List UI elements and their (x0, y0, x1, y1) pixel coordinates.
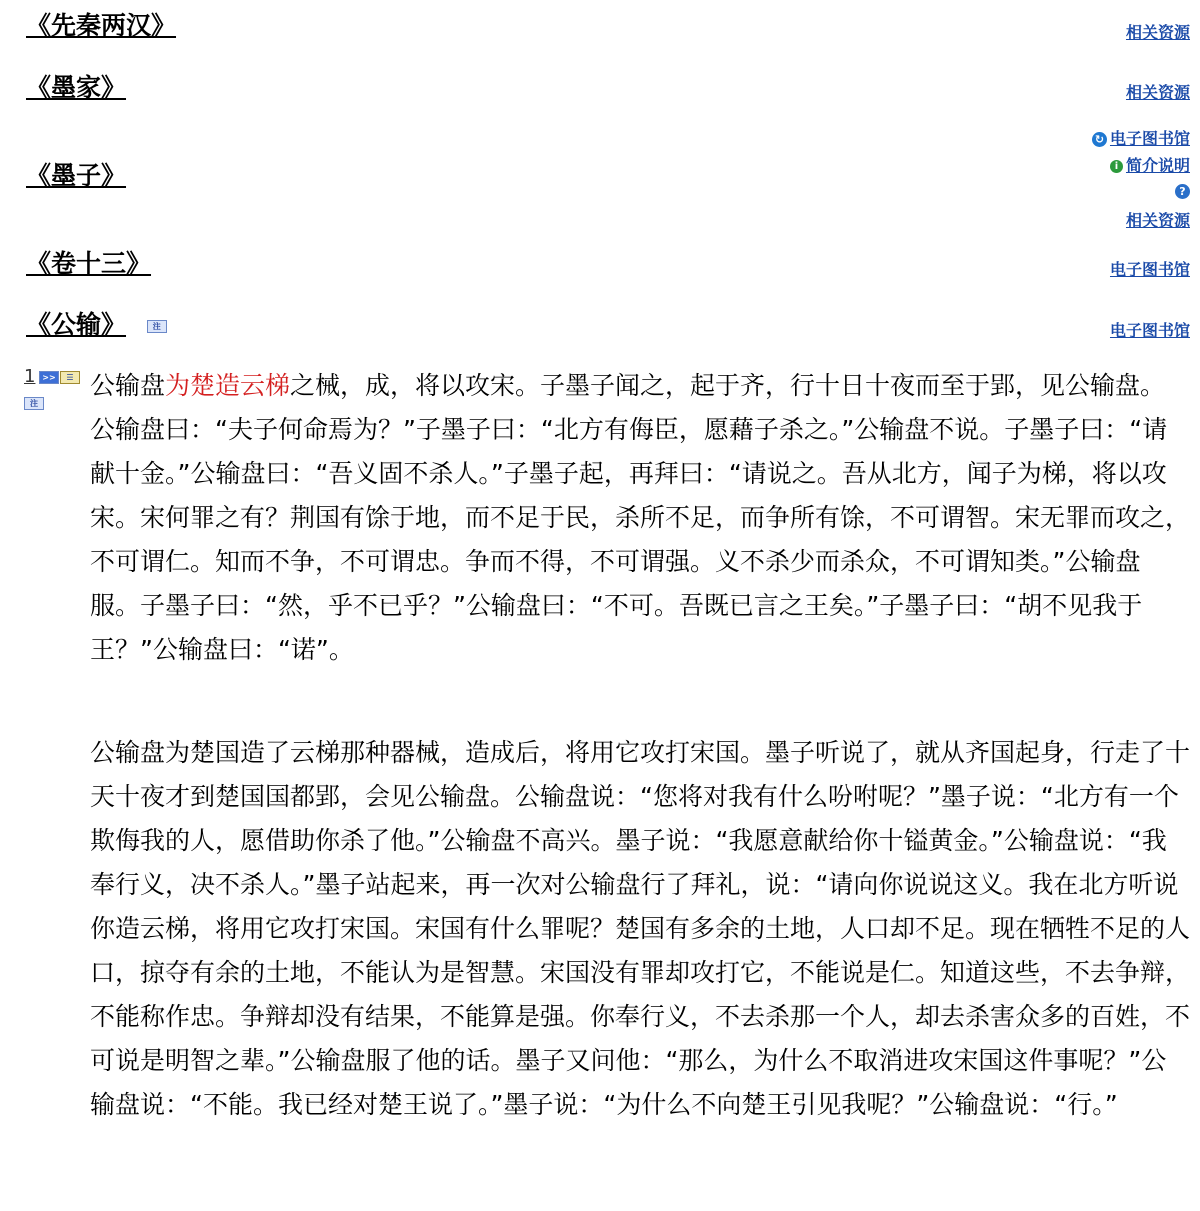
breadcrumb-link[interactable]: 《墨子》 (26, 161, 127, 190)
ebook-icon: ↻ (1092, 132, 1107, 147)
related-resources-link[interactable]: 相关资源 (1125, 83, 1190, 102)
help-icon[interactable]: ? (1175, 184, 1190, 199)
original-text-start: 公输盘 (90, 371, 166, 400)
breadcrumb-xianqin[interactable] (26, 6, 176, 42)
passage-number[interactable]: 1 (24, 366, 36, 387)
breadcrumb-link[interactable]: 《先秦两汉》 (26, 11, 177, 40)
related-resources-link[interactable]: 相关资源 (1125, 23, 1190, 42)
note-icon[interactable]: 注 (147, 320, 167, 333)
intro-row[interactable] (1110, 153, 1190, 176)
intro-link[interactable]: 简介说明 (1125, 156, 1190, 175)
breadcrumb-link[interactable]: 《卷十三》 (26, 249, 152, 278)
original-text-rest: 之械，成，将以攻宋。子墨子闻之，起于齐，行十日十夜而至于郢，见公输盘。公输盘曰：“夫子何命焉为？”子墨子曰：“北方有侮臣，愿藉子杀之。”公输盘不说。子墨子曰：“请献十金。”公输盘曰：“吾义固不杀人。”子墨子起，再拜曰：“请说之。吾从北方，闻子为梯，将以攻宋。宋何罪之有？荆国有馀于地，而不足于民，杀所不足，而争所有馀，不可谓智。宋无罪而攻之，不可谓仁。知而不争，不可谓忠。争而不得，不可谓强。义不杀少而杀众，不可谓知类。”公输盘服。子墨子曰：“然，乎不已乎？”公输盘曰：“不可。吾既已言之王矣。”子墨子曰：“胡不见我于王？”公输盘曰：“诺”。 (90, 371, 1191, 664)
highlighted-phrase[interactable]: 为楚造云梯 (165, 371, 291, 400)
breadcrumb-link[interactable]: 《公输》 (26, 310, 127, 339)
ebook-library-link[interactable]: 电子图书馆 (1109, 260, 1190, 279)
info-icon: i (1110, 160, 1123, 173)
related-resources-link[interactable]: 相关资源 (1125, 211, 1190, 230)
help-row[interactable] (1175, 181, 1190, 200)
list-icon[interactable]: ☰ (60, 371, 80, 384)
ebook-library-link[interactable]: 电子图书馆 (1109, 321, 1190, 340)
ebook-library-link[interactable]: 电子图书馆 (1109, 129, 1190, 148)
breadcrumb-mozi[interactable] (26, 156, 126, 192)
breadcrumb-gongshu[interactable] (26, 305, 167, 341)
next-arrow-icon[interactable]: >> (39, 371, 59, 384)
ebook-library-row[interactable] (1092, 126, 1190, 149)
breadcrumb-juan13[interactable] (26, 244, 151, 280)
translation-text: 公输盘为楚国造了云梯那种器械，造成后，将用它攻打宋国。墨子听说了，就从齐国起身，行走了十天十夜才到楚国国都郢，会见公输盘。公输盘说：“您将对我有什么吩咐呢？”墨子说：“北方有一个欺侮我的人，愿借助你杀了他。”公输盘不高兴。墨子说：“我愿意献给你十镒黄金。”公输盘说：“我奉行义，决不杀人。”墨子站起来，再一次对公输盘行了拜礼，说：“请向你说说这义。我在北方听说你造云梯，将用它攻打宋国。宋国有什么罪呢？楚国有多余的土地，人口却不足。现在牺牲不足的人口，掠夺有余的土地，不能认为是智慧。宋国没有罪却攻打它，不能说是仁。知道这些，不去争辩，不能称作忠。争辩却没有结果，不能算是强。你奉行义，不去杀那一个人，却去杀害众多的百姓，不可说是明智之辈。”公输盘服了他的话。墨子又问他：“那么，为什么不取消进攻宋国这件事呢？”公输盘说：“不能。我已经对楚王说了。”墨子说：“为什么不向楚王引见我呢？”公输盘说：“行。” (90, 738, 1191, 1119)
breadcrumb-mojia[interactable] (26, 68, 126, 104)
original-text (90, 364, 1190, 672)
breadcrumb-link[interactable]: 《墨家》 (26, 73, 127, 102)
note-icon[interactable]: 注 (24, 397, 44, 410)
